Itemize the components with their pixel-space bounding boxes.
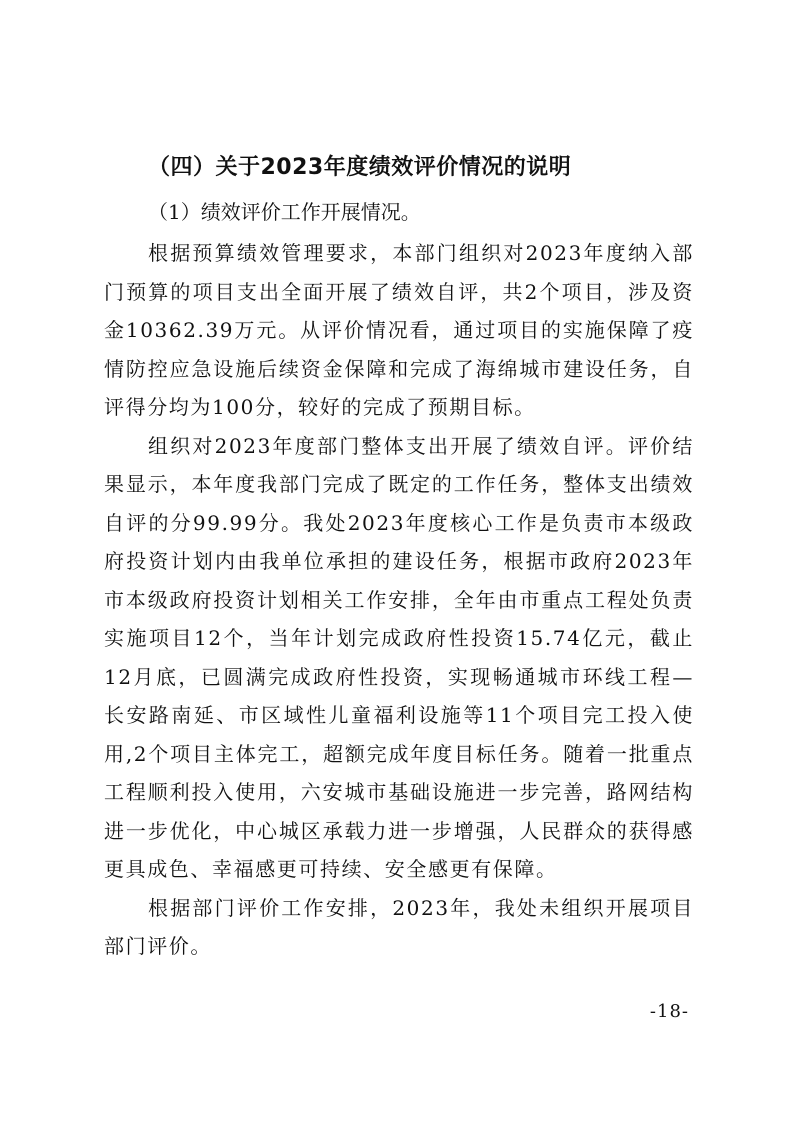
page-number: -18- <box>649 1001 689 1022</box>
document-body <box>104 146 694 966</box>
subsection-heading: （1）绩效评价工作开展情况。 <box>148 200 421 224</box>
paragraph-department-evaluation: 根据部门评价工作安排，2023年，我处未组织开展项目部门评价。 <box>104 895 694 958</box>
section-heading: （四）关于2023年度绩效评价情况的说明 <box>148 155 572 180</box>
paragraph-overall-evaluation: 组织对2023年度部门整体支出开展了绩效自评。评价结果显示，本年度我部门完成了既定的工作任务，整体支出绩效自评的分99.99分。我处2023年度核心工作是负责市本级政府投资计划内由我单位承担的建设任务，根据市政府2023年市本级政府投资计划相关工作安排，全年由市重点工程处负责实施项目12个，当年计划完成政府性投资15.74亿元，截止12月底，已圆满完成政府性投资，实现畅通城市环线工程—长安路南延、市区域性儿童福利设施等11个项目完工投入使用,2个项目主体完工，超额完成年度目标任务。随着一批重点工程顺利投入使用，六安城市基础设施进一步完善，路网结构进一步优化，中心城区承载力进一步增强，人民群众的获得感更具成色、幸福感更可持续、安全感更有保障。 <box>104 433 694 881</box>
paragraph-project-evaluation: 根据预算绩效管理要求，本部门组织对2023年度纳入部门预算的项目支出全面开展了绩效自评，共2个项目，涉及资金10362.39万元。从评价情况看，通过项目的实施保障了疫情防控应急设施后续资金保障和完成了海绵城市建设任务，自评得分均为100分，较好的完成了预期目标。 <box>104 241 694 419</box>
